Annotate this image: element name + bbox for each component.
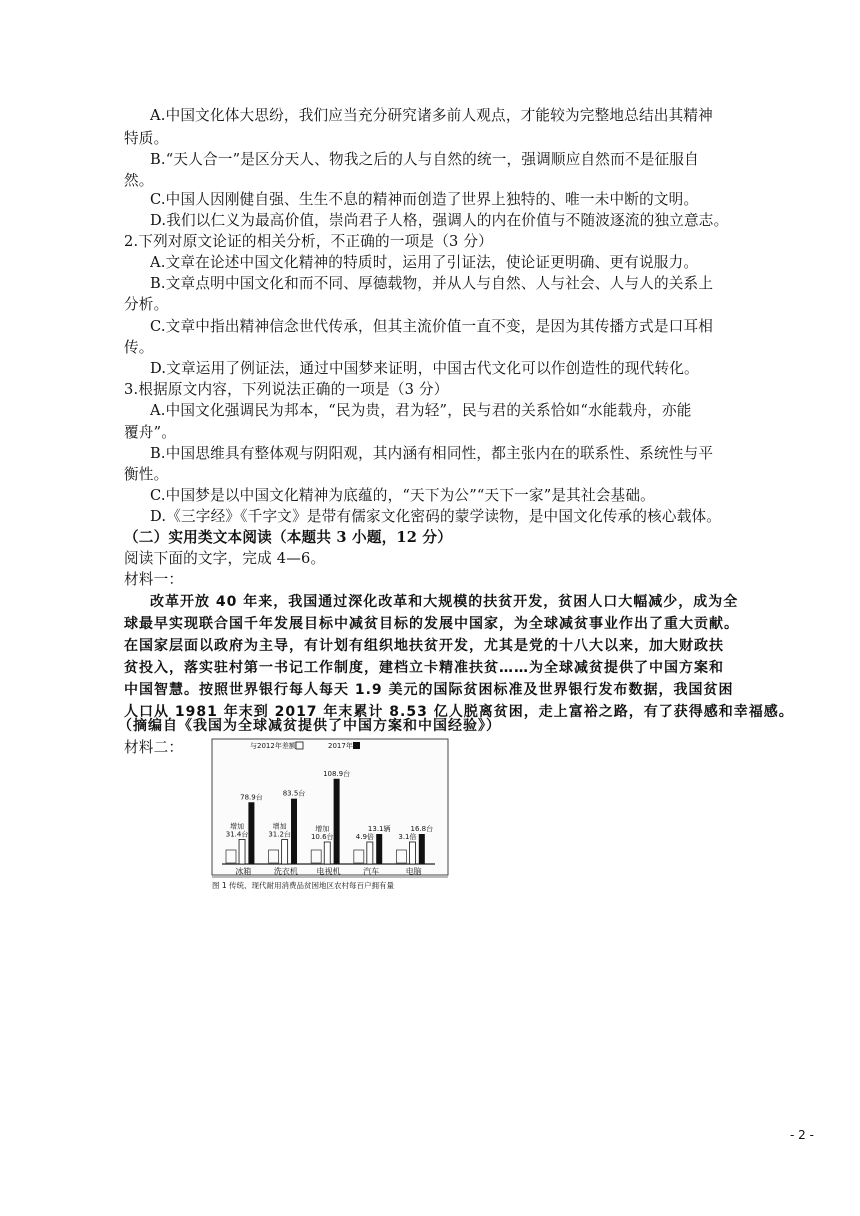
legend-swatch-2017 <box>353 742 360 749</box>
bar-2017-0 <box>248 802 254 864</box>
material1-source: （摘编自《我国为全球减贫提供了中国方案和中国经验》） <box>118 718 501 734</box>
label-diff-2-1: 10.6台 <box>310 833 334 841</box>
q1-option-a-line1: A.中国文化体大思纷，我们应当充分研究诸多前人观点，才能较为完整地总结出其精神 <box>150 107 713 124</box>
q3-option-b-line2: 衡性。 <box>124 466 169 483</box>
page-number: - 2 - <box>790 1128 814 1142</box>
label-diff-2-0: 增加 <box>315 825 330 833</box>
q2-option-d: D.文章运用了例证法，通过中国梦来证明，中国古代文化可以作创造性的现代转化。 <box>150 360 699 377</box>
q2-option-b-line2: 分析。 <box>124 296 169 313</box>
legend-swatch-diff <box>296 742 303 749</box>
label-diff-1-1: 31.2台 <box>268 830 291 839</box>
material1-line1: 改革开放 40 年来，我国通过深化改革和大规模的扶贫开发，贫困人口大幅减少，成为全 <box>150 594 739 610</box>
label-2017-4: 16.8台 <box>410 825 434 833</box>
category-label-0: 冰箱 <box>235 867 252 876</box>
bar-diff-4 <box>409 842 415 864</box>
material2-label: 材料二： <box>124 739 184 756</box>
bar-2017-1 <box>291 799 297 864</box>
category-label-3: 汽车 <box>363 867 380 876</box>
q1-option-d: D.我们以仁义为最高价值，崇尚君子人格，强调人的内在价值与不随波逐流的独立意志。 <box>150 212 729 229</box>
bar-diff-2 <box>324 842 330 864</box>
category-label-4: 电脑 <box>405 867 422 876</box>
bar-diff-3 <box>367 842 373 864</box>
bar-diff-1 <box>282 840 288 864</box>
q2-option-c-line2: 传。 <box>124 339 154 356</box>
q2-option-b-line1: B.文章点明中国文化和而不同、厚德载物，并从人与自然、人与社会、人与人的关系上 <box>150 275 714 292</box>
legend-label-2017: 2017年 <box>328 742 353 750</box>
section2-instruction: 阅读下面的文字，完成 4—6。 <box>124 550 326 567</box>
q1-option-b-line1: B.“天人合一”是区分天人、物我之后的人与自然的统一，强调顺应自然而不是征服自 <box>150 151 699 168</box>
label-2017-3: 13.1辆 <box>367 825 391 833</box>
q3-stem: 3.根据原文内容，下列说法正确的一项是（3 分） <box>124 381 449 398</box>
q2-stem: 2.下列对原文论证的相关分析，不正确的一项是（3 分） <box>124 233 493 250</box>
label-2017-1: 83.5台 <box>282 789 306 798</box>
category-label-1: 洗衣机 <box>273 867 298 876</box>
q3-option-a-line2: 覆舟”。 <box>124 424 177 441</box>
q1-option-c: C.中国人因刚健自强、生生不息的精神而创造了世界上独特的、唯一未中断的文明。 <box>150 191 699 208</box>
label-diff-0-1: 31.4台 <box>225 830 249 839</box>
q3-option-c: C.中国梦是以中国文化精神为底蕴的，“天下为公”“天下一家”是其社会基础。 <box>150 487 655 504</box>
label-2017-0: 78.9台 <box>240 793 263 802</box>
q3-option-d: D.《三字经》《千字文》是带有儒家文化密码的蒙学读物，是中国文化传承的核心载体。 <box>150 508 722 525</box>
label-2017-2: 108.9台 <box>323 769 351 778</box>
q3-option-b-line1: B.中国思维具有整体观与阴阳观，其内涵有相同性，都主张内在的联系性、系统性与平 <box>150 445 714 462</box>
q3-option-a-line1: A.中国文化强调民为邦本，“民为贵，君为轻”，民与君的关系恰如“水能载舟，亦能 <box>150 402 692 419</box>
label-diff-4-0: 3.1倍 <box>398 833 417 841</box>
bar-2017-4 <box>419 834 425 864</box>
q2-option-a: A.文章在论述中国文化精神的特质时，运用了引证法，使论证更明确、更有说服力。 <box>150 254 699 271</box>
chart-caption: 图 1 传统、现代耐用消费品贫困地区农村每百户拥有量 <box>212 881 395 890</box>
q2-option-c-line1: C.文章中指出精神信念世代传承，但其主流价值一直不变，是因为其传播方式是口耳相 <box>150 318 714 335</box>
legend-label-diff: 与2012年差额 <box>250 742 296 750</box>
category-label-2: 电视机 <box>316 867 341 876</box>
q1-option-a-line2: 特质。 <box>124 130 169 147</box>
label-diff-1-0: 增加 <box>272 822 287 831</box>
section2-heading: （二）实用类文本阅读（本题共 3 小题，12 分） <box>124 529 452 546</box>
bar-diff-0 <box>239 839 245 864</box>
material1-line4: 贫投入，落实驻村第一书记工作制度，建档立卡精准扶贫……为全球减贫提供了中国方案和 <box>124 660 724 676</box>
bar-chart <box>210 738 450 898</box>
bar-chart-svg <box>210 738 450 898</box>
material1-label: 材料一： <box>124 571 184 588</box>
material1-line3: 在国家层面以政府为主导，有计划有组织地扶贫开发，尤其是党的十八大以来，加大财政扶 <box>124 638 724 654</box>
material1-line6: 人口从 1981 年末到 2017 年末累计 8.53 亿人脱离贫困，走上富裕之路，有了获得感和幸福感。 <box>124 704 794 720</box>
material1-line5: 中国智慧。按照世界银行每人每天 1.9 美元的国际贫困标准及世界银行发布数据，我国贫困 <box>124 682 734 698</box>
label-diff-0-0: 增加 <box>230 822 245 831</box>
q1-option-b-line2: 然。 <box>124 172 154 189</box>
bar-2017-3 <box>376 834 382 864</box>
bar-2017-2 <box>334 779 340 864</box>
label-diff-3-0: 4.9倍 <box>355 833 374 841</box>
material1-line2: 球最早实现联合国千年发展目标中减贫目标的发展中国家，为全球减贫事业作出了重大贡献。 <box>124 616 739 632</box>
